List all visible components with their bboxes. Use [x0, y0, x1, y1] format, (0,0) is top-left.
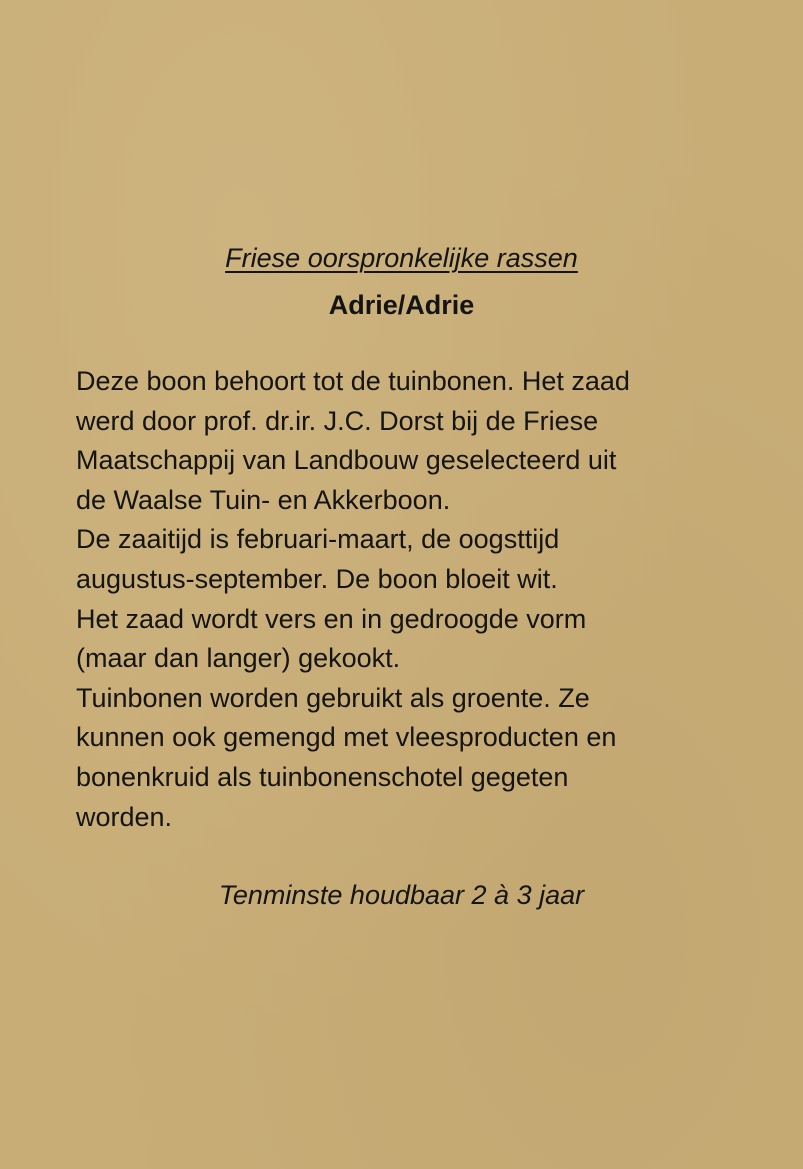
subtitle-text: Friese oorspronkelijke rassen [225, 243, 578, 273]
description-line: Het zaad wordt vers en in gedroogde vorm [76, 603, 587, 634]
subtitle [0, 238, 803, 278]
description-line: werd door prof. dr.ir. J.C. Dorst bij de Friese [76, 405, 599, 436]
description-line: bonenkruid als tuinbonenschotel gegeten [76, 761, 569, 792]
description-line: kunnen ook gemengd met vleesproducten en [76, 722, 617, 753]
shelf-life-note: Tenminste houdbaar 2 à 3 jaar [218, 880, 585, 910]
description-line: (maar dan langer) gekookt. [76, 643, 401, 674]
description-line: Tuinbonen worden gebruikt als groente. Ze [76, 682, 590, 713]
variety-title: Adrie/Adrie [328, 290, 475, 320]
description-line: De zaaitijd is februari-maart, de oogsttijd [76, 524, 560, 555]
description-line: de Waalse Tuin- en Akkerboon. [76, 484, 451, 515]
description [76, 362, 736, 837]
description-line: Deze boon behoort tot de tuinbonen. Het zaad [76, 366, 630, 396]
description-line: worden. [76, 801, 173, 832]
description-line: augustus-september. De boon bloeit wit. [76, 563, 558, 594]
description-line: Maatschappij van Landbouw geselecteerd uit [76, 445, 617, 476]
